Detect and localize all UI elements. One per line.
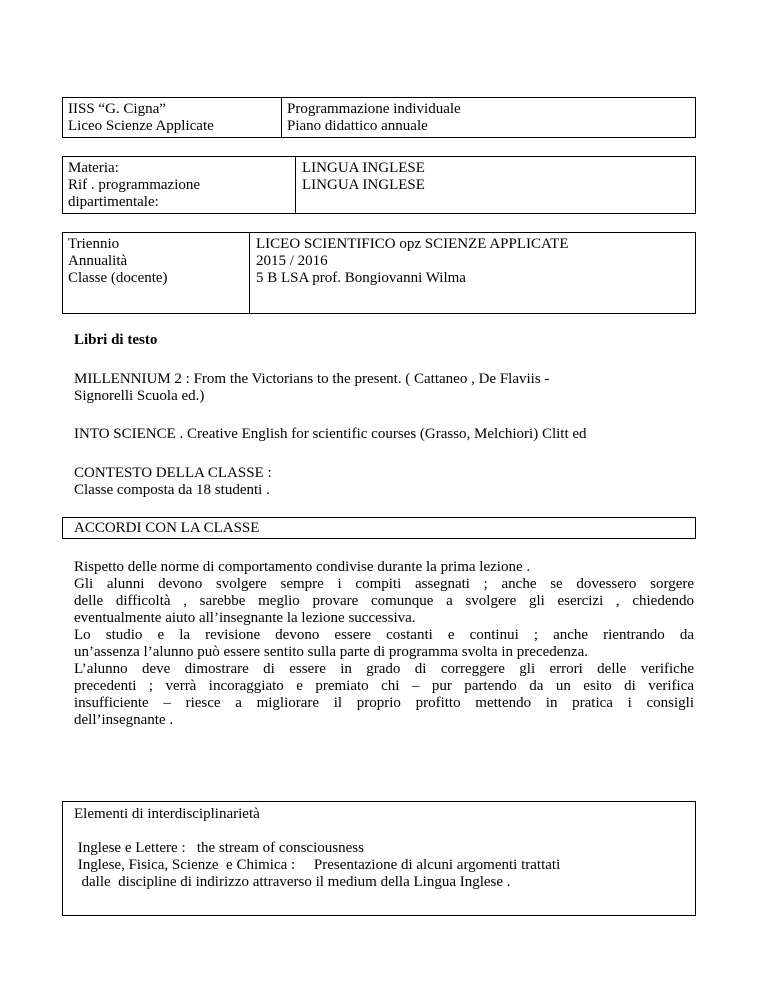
textbook-1-line1: MILLENNIUM 2 : From the Victorians to the present. ( Cattaneo , De Flaviis - bbox=[74, 371, 550, 387]
agreements-line: Gli alunni devono svolgere sempre i compiti assegnati ; anche se dovessero sorgere bbox=[74, 576, 694, 592]
textbook-2: INTO SCIENCE . Creative English for scientific courses (Grasso, Melchiori) Clitt ed bbox=[74, 426, 587, 442]
info-right-cell bbox=[249, 233, 695, 313]
class-context bbox=[74, 465, 272, 499]
class-info-table bbox=[62, 232, 696, 314]
agreements-line: un’assenza l’alunno può essere sentito sulla parte di programma svolta in precedenza. bbox=[74, 644, 588, 660]
ref-label-line2: dipartimentale: bbox=[68, 194, 159, 210]
subject-label: Materia: bbox=[68, 160, 119, 176]
doc-title: Programmazione individuale bbox=[287, 101, 461, 117]
classe-label: Classe (docente) bbox=[68, 270, 168, 286]
agreements-paragraph bbox=[74, 559, 694, 729]
header-right-cell bbox=[281, 98, 695, 137]
subject-table bbox=[62, 156, 696, 214]
textbooks-heading: Libri di testo bbox=[74, 332, 158, 348]
subject-value: LINGUA INGLESE bbox=[302, 160, 425, 176]
agreements-line: Lo studio e la revisione devono essere costanti e continui ; anche rientrando da bbox=[74, 627, 694, 643]
agreements-heading-box bbox=[62, 517, 696, 539]
info-left-cell bbox=[63, 233, 249, 313]
agreements-line: delle difficoltà , sarebbe meglio provare comunque a svolgere gli esercizi , chiedendo bbox=[74, 593, 694, 609]
interdisciplinary-line2: Inglese, Fisica, Scienze e Chimica : Presentazione di alcuni argomenti trattati bbox=[74, 857, 561, 873]
agreements-line: dell’insegnante . bbox=[74, 712, 174, 728]
triennio-label: Triennio bbox=[68, 236, 120, 252]
agreements-heading: ACCORDI CON LA CLASSE bbox=[74, 520, 260, 536]
course-name: Liceo Scienze Applicate bbox=[68, 118, 214, 134]
interdisciplinary-line1: Inglese e Lettere : the stream of consciousness bbox=[74, 840, 364, 856]
textbook-1-line2: Signorelli Scuola ed.) bbox=[74, 388, 205, 404]
school-name: IISS “G. Cigna” bbox=[68, 101, 166, 117]
subject-right-cell bbox=[295, 157, 695, 213]
agreements-line: insufficiente – riesce a migliorare il proprio profitto mettendo in pratica i consigli bbox=[74, 695, 694, 711]
header-table bbox=[62, 97, 696, 138]
agreements-line: Rispetto delle norme di comportamento condivise durante la prima lezione . bbox=[74, 559, 531, 575]
ref-value: LINGUA INGLESE bbox=[302, 177, 425, 193]
annualita-value: 2015 / 2016 bbox=[256, 253, 328, 269]
agreements-line: precedenti ; verrà incoraggiato e premiato chi – pur partendo da un esito di verifica bbox=[74, 678, 694, 694]
triennio-value: LICEO SCIENTIFICO opz SCIENZE APPLICATE bbox=[256, 236, 569, 252]
agreements-line: eventualmente aiuto all’insegnante la lezione successiva. bbox=[74, 610, 416, 626]
subject-left-cell bbox=[63, 157, 295, 213]
interdisciplinary-heading: Elementi di interdisciplinarietà bbox=[74, 806, 260, 822]
agreements-lines bbox=[74, 559, 694, 729]
class-context-heading: CONTESTO DELLA CLASSE : bbox=[74, 465, 272, 481]
interdisciplinary-line3: dalle discipline di indirizzo attraverso il medium della Lingua Inglese . bbox=[74, 874, 511, 890]
header-left-cell bbox=[63, 98, 281, 137]
doc-subtitle: Piano didattico annuale bbox=[287, 118, 428, 134]
agreements-line: L’alunno deve dimostrare di essere in grado di correggere gli errori delle verifiche bbox=[74, 661, 694, 677]
annualita-label: Annualità bbox=[68, 253, 128, 269]
ref-label-line1: Rif . programmazione bbox=[68, 177, 201, 193]
class-context-text: Classe composta da 18 studenti . bbox=[74, 482, 270, 498]
interdisciplinary-box bbox=[62, 801, 696, 916]
classe-value: 5 B LSA prof. Bongiovanni Wilma bbox=[256, 270, 466, 286]
textbook-1 bbox=[74, 371, 694, 405]
